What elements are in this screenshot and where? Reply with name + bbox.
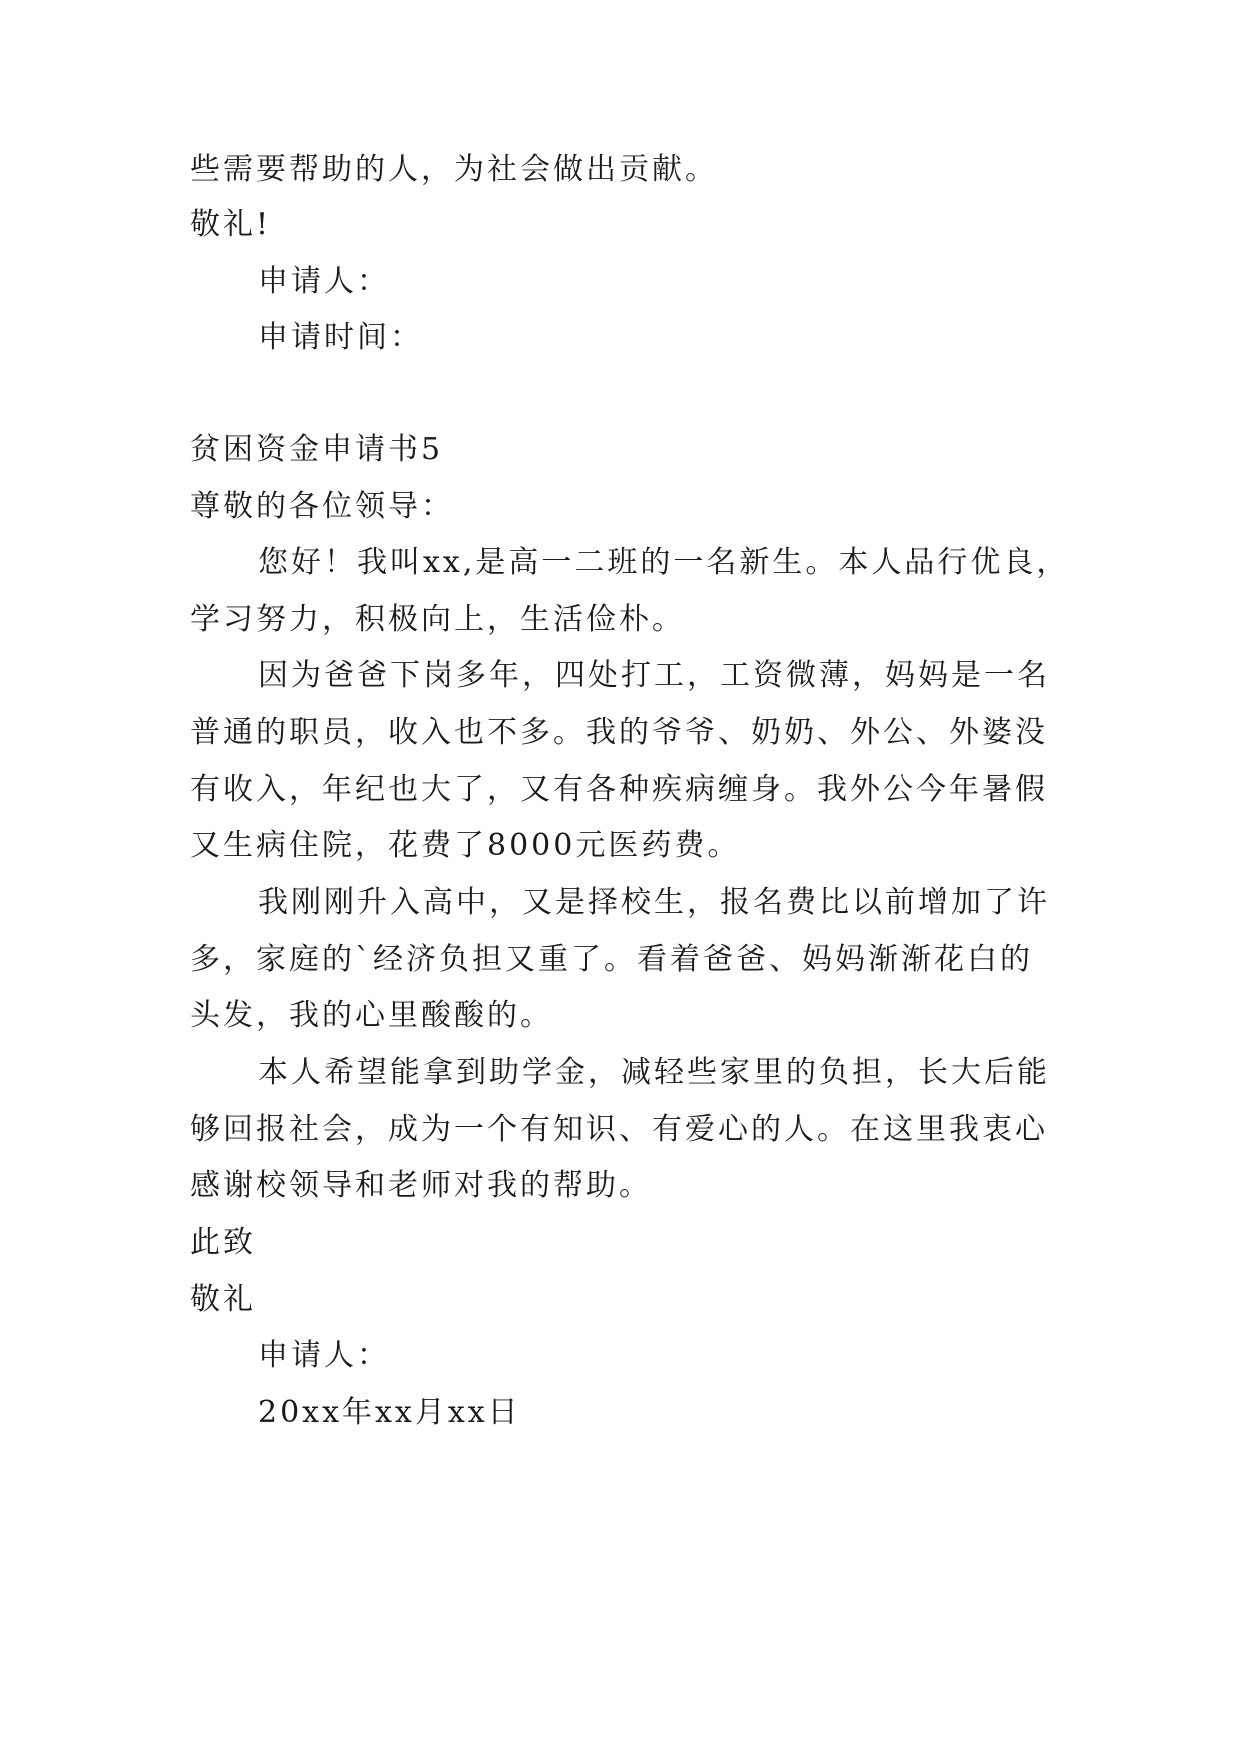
prev-letter-body-tail: 些需要帮助的人，为社会做出贡献。 (190, 152, 718, 187)
letter-title: 贫困资金申请书5 (190, 432, 444, 467)
prev-letter-applicant-label: 申请人： (258, 264, 390, 299)
paragraph-4-line-2: 够回报社会，成为一个有知识、有爱心的人。在这里我衷心 (190, 1112, 1048, 1147)
paragraph-3-line-3: 头发，我的心里酸酸的。 (190, 998, 553, 1033)
letter-date: 20xx年xx月xx日 (258, 1395, 521, 1430)
prev-letter-closing: 敬礼! (190, 207, 272, 242)
letter-applicant-label: 申请人： (258, 1338, 390, 1373)
paragraph-3-line-1: 我刚刚升入高中，又是择校生，报名费比以前增加了许 (258, 885, 1050, 920)
paragraph-4-line-1: 本人希望能拿到助学金，减轻些家里的负担，长大后能 (258, 1055, 1050, 1090)
paragraph-3-line-2: 多，家庭的`经济负担又重了。看着爸爸、妈妈渐渐花白的 (190, 942, 1033, 977)
paragraph-2-line-3: 有收入，年纪也大了，又有各种疾病缠身。我外公今年暑假 (190, 772, 1048, 807)
letter-closing-2: 敬礼 (190, 1282, 256, 1317)
paragraph-1-line-2: 学习努力，积极向上，生活俭朴。 (190, 602, 685, 637)
letter-closing-1: 此致 (190, 1225, 256, 1260)
paragraph-2-line-2: 普通的职员，收入也不多。我的爷爷、奶奶、外公、外婆没 (190, 715, 1048, 750)
prev-letter-date-label: 申请时间： (258, 320, 423, 355)
paragraph-1-line-1: 您好！我叫xx,是高一二班的一名新生。本人品行优良， (258, 545, 1070, 580)
paragraph-4-line-3: 感谢校领导和老师对我的帮助。 (190, 1168, 652, 1203)
paragraph-2-line-4: 又生病住院，花费了8000元医药费。 (190, 828, 741, 863)
letter-salutation: 尊敬的各位领导： (190, 489, 454, 524)
paragraph-2-line-1: 因为爸爸下岗多年，四处打工，工资微薄，妈妈是一名 (258, 658, 1050, 693)
